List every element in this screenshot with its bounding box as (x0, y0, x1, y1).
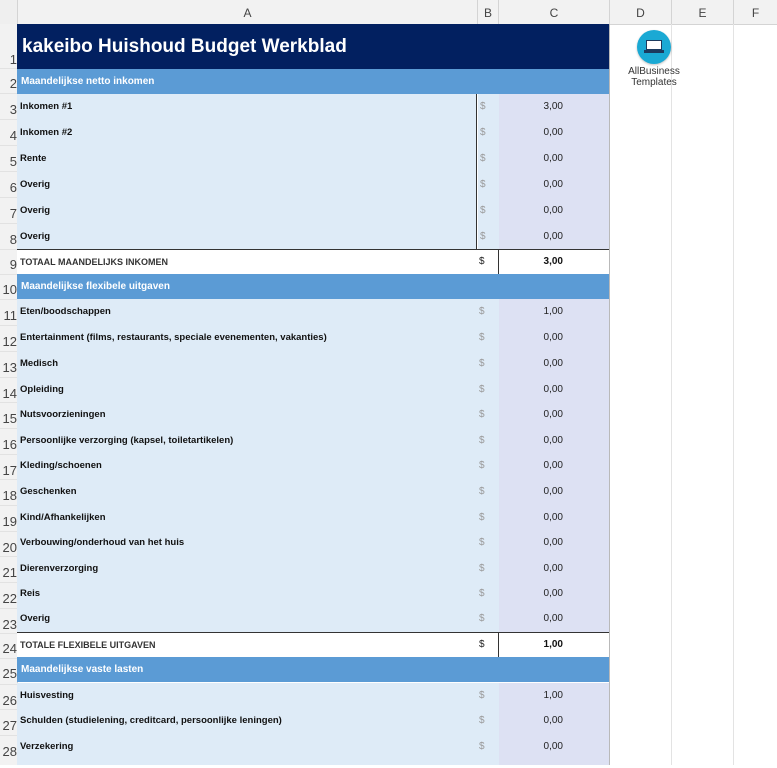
expense-row[interactable] (17, 760, 609, 765)
expense-row[interactable] (17, 606, 609, 632)
gridline (671, 24, 672, 765)
row-header[interactable]: 21 (0, 557, 17, 583)
currency-symbol[interactable]: $ (478, 198, 499, 224)
row-header[interactable]: 24 (0, 634, 17, 659)
expense-row[interactable] (17, 299, 609, 325)
expense-value[interactable]: 1,00 (499, 683, 609, 709)
income-row[interactable] (17, 224, 609, 250)
row-header[interactable]: 14 (0, 378, 17, 403)
currency-symbol[interactable]: $ (477, 556, 499, 582)
expense-row[interactable] (17, 708, 609, 734)
flex-total-label[interactable]: TOTALE FLEXIBELE UITGAVEN (17, 633, 477, 657)
income-row[interactable] (17, 120, 609, 146)
income-value[interactable]: 0,00 (499, 172, 609, 198)
expense-row[interactable] (17, 479, 609, 505)
currency-symbol[interactable]: $ (477, 530, 499, 556)
currency-symbol[interactable]: $ (477, 505, 499, 531)
row-header[interactable]: 15 (0, 403, 17, 429)
currency-symbol[interactable]: $ (477, 606, 499, 632)
expense-row[interactable] (17, 505, 609, 531)
expense-label[interactable]: Schulden (studielening, creditcard, persoonlijke leningen) (17, 708, 477, 734)
income-row[interactable] (17, 94, 609, 120)
expense-row[interactable] (17, 402, 609, 428)
expense-value[interactable]: 0,00 (499, 377, 609, 403)
currency-symbol[interactable]: $ (477, 402, 499, 428)
row-header[interactable]: 12 (0, 326, 17, 352)
expense-label[interactable]: Kleding/schoenen (17, 453, 477, 479)
row-header[interactable]: 22 (0, 583, 17, 609)
expense-label[interactable]: Verzekering (17, 734, 477, 760)
expense-value[interactable]: 0,00 (499, 479, 609, 505)
expense-value[interactable]: 0,00 (499, 556, 609, 582)
currency-symbol[interactable]: $ (478, 224, 499, 250)
expense-value[interactable]: 0,00 (499, 708, 609, 734)
row-header[interactable]: 4 (0, 120, 17, 146)
expense-row[interactable] (17, 581, 609, 607)
income-total-row[interactable] (17, 249, 609, 274)
currency-symbol[interactable]: $ (477, 377, 499, 403)
income-row[interactable] (17, 198, 609, 224)
expense-value[interactable]: 0,00 (499, 530, 609, 556)
income-label[interactable]: Overig (17, 172, 477, 198)
expense-label[interactable]: Verbouwing/onderhoud van het huis (17, 530, 477, 556)
flex-total-value[interactable]: 1,00 (499, 633, 609, 657)
column-header-d[interactable]: D (610, 0, 672, 24)
income-row[interactable] (17, 146, 609, 172)
column-header-b[interactable]: B (478, 0, 499, 24)
row-header[interactable]: 16 (0, 429, 17, 455)
expense-row[interactable] (17, 734, 609, 760)
income-value[interactable]: 0,00 (499, 198, 609, 224)
currency-symbol[interactable]: $ (478, 120, 499, 146)
expense-value[interactable]: 0,00 (499, 606, 609, 632)
row-header[interactable]: 10 (0, 275, 17, 300)
expense-label[interactable]: Medisch (17, 351, 477, 377)
expense-row[interactable] (17, 683, 609, 709)
expense-label[interactable]: Eten/boodschappen (17, 299, 477, 325)
expense-row[interactable] (17, 428, 609, 454)
flex-total-row[interactable] (17, 632, 609, 657)
expense-value[interactable]: 0,00 (499, 351, 609, 377)
column-header-bar (0, 0, 777, 25)
currency-symbol[interactable]: $ (478, 94, 499, 120)
column-header-a[interactable]: A (18, 0, 478, 24)
currency-symbol[interactable]: $ (477, 734, 499, 760)
expense-row[interactable] (17, 453, 609, 479)
currency-symbol[interactable]: $ (478, 172, 499, 198)
currency-symbol[interactable]: $ (477, 325, 499, 351)
logo-line-1: AllBusiness (628, 66, 680, 77)
expense-value[interactable]: 0,00 (499, 325, 609, 351)
expense-label[interactable]: Kind/Afhankelijken (17, 505, 477, 531)
column-header-e[interactable]: E (672, 0, 734, 24)
income-total-label[interactable]: TOTAAL MAANDELIJKS INKOMEN (17, 250, 477, 274)
select-all-corner[interactable] (0, 0, 18, 24)
laptop-screen (646, 40, 662, 50)
row-header[interactable]: 23 (0, 609, 17, 634)
currency-symbol[interactable]: $ (477, 683, 499, 709)
logo-line-2: Templates (631, 77, 677, 88)
expense-label-cell[interactable] (17, 760, 477, 765)
logo-text (622, 66, 686, 88)
expense-label[interactable]: Reis (17, 581, 477, 607)
expense-value[interactable]: 0,00 (499, 402, 609, 428)
expense-label[interactable]: Dierenverzorging (17, 556, 477, 582)
expense-value-cell[interactable] (499, 760, 609, 765)
row-header[interactable]: 3 (0, 94, 17, 120)
row-header[interactable]: 11 (0, 300, 17, 326)
expense-value[interactable]: 1,00 (499, 299, 609, 325)
currency-symbol[interactable]: $ (478, 146, 499, 172)
row-header[interactable]: 6 (0, 172, 17, 198)
expense-value[interactable]: 0,00 (499, 734, 609, 760)
expense-label[interactable]: Entertainment (films, restaurants, speciale evenementen, vakanties) (17, 325, 477, 351)
expense-label[interactable]: Huisvesting (17, 683, 477, 709)
column-header-c[interactable]: C (499, 0, 610, 24)
expense-label[interactable]: Opleiding (17, 377, 477, 403)
currency-symbol[interactable]: $ (477, 453, 499, 479)
currency-cell[interactable] (477, 760, 499, 765)
expense-row[interactable] (17, 377, 609, 403)
row-header[interactable]: 26 (0, 685, 17, 710)
income-row[interactable] (17, 172, 609, 198)
row-header[interactable]: 2 (0, 69, 17, 94)
income-label[interactable]: Overig (17, 224, 477, 250)
flex-section-header[interactable]: Maandelijkse flexibele uitgaven (17, 274, 609, 299)
currency-symbol[interactable]: $ (477, 633, 499, 657)
income-value[interactable]: 3,00 (499, 94, 609, 120)
currency-symbol[interactable]: $ (477, 428, 499, 454)
income-value[interactable]: 0,00 (499, 224, 609, 250)
row-header[interactable]: 13 (0, 352, 17, 378)
currency-symbol[interactable]: $ (477, 581, 499, 607)
laptop-icon (637, 30, 671, 64)
column-header-f[interactable]: F (751, 6, 760, 20)
row-header[interactable]: 8 (0, 224, 17, 250)
row-header[interactable]: 1 (0, 24, 17, 69)
currency-symbol[interactable]: $ (477, 708, 499, 734)
expense-row[interactable] (17, 530, 609, 556)
income-label[interactable]: Rente (17, 146, 477, 172)
row-header-bar (0, 24, 18, 765)
expense-value[interactable]: 0,00 (499, 581, 609, 607)
income-value[interactable]: 0,00 (499, 120, 609, 146)
expense-label[interactable]: Overig (17, 606, 477, 632)
income-label[interactable]: Inkomen #1 (17, 94, 477, 120)
row-header[interactable]: 28 (2, 744, 17, 759)
expense-label[interactable]: Nutsvoorzieningen (17, 402, 477, 428)
row-header[interactable]: 5 (0, 146, 17, 172)
currency-symbol[interactable]: $ (477, 299, 499, 325)
currency-symbol[interactable]: $ (477, 351, 499, 377)
row-header[interactable]: 25 (0, 659, 17, 685)
expense-value[interactable]: 0,00 (499, 428, 609, 454)
gridline (733, 24, 734, 765)
row-header[interactable]: 18 (0, 480, 17, 506)
income-label[interactable]: Inkomen #2 (17, 120, 477, 146)
income-total-value[interactable]: 3,00 (499, 250, 609, 274)
row-header[interactable]: 7 (0, 198, 17, 224)
income-section-header[interactable]: Maandelijkse netto inkomen (17, 69, 609, 94)
expense-value[interactable]: 0,00 (499, 505, 609, 531)
expense-value[interactable]: 0,00 (499, 453, 609, 479)
allbusiness-templates-logo[interactable] (622, 30, 686, 88)
row-header[interactable]: 17 (0, 455, 17, 480)
row-header[interactable]: 20 (0, 532, 17, 557)
income-value[interactable]: 0,00 (499, 146, 609, 172)
gridline (609, 24, 610, 765)
expense-label[interactable]: Persoonlijke verzorging (kapsel, toiletartikelen) (17, 428, 477, 454)
row-header[interactable]: 9 (0, 250, 17, 275)
income-label[interactable]: Overig (17, 198, 477, 224)
expense-row[interactable] (17, 325, 609, 351)
fixed-section-header[interactable]: Maandelijkse vaste lasten (17, 657, 609, 682)
expense-row[interactable] (17, 556, 609, 582)
expense-label[interactable]: Geschenken (17, 479, 477, 505)
sheet-title[interactable]: kakeibo Huishoud Budget Werkblad (17, 24, 609, 69)
row-header[interactable]: 27 (0, 710, 17, 736)
row-header[interactable]: 19 (0, 506, 17, 532)
laptop-base (644, 50, 664, 53)
currency-symbol[interactable]: $ (477, 479, 499, 505)
expense-row[interactable] (17, 351, 609, 377)
currency-symbol[interactable]: $ (477, 250, 499, 274)
